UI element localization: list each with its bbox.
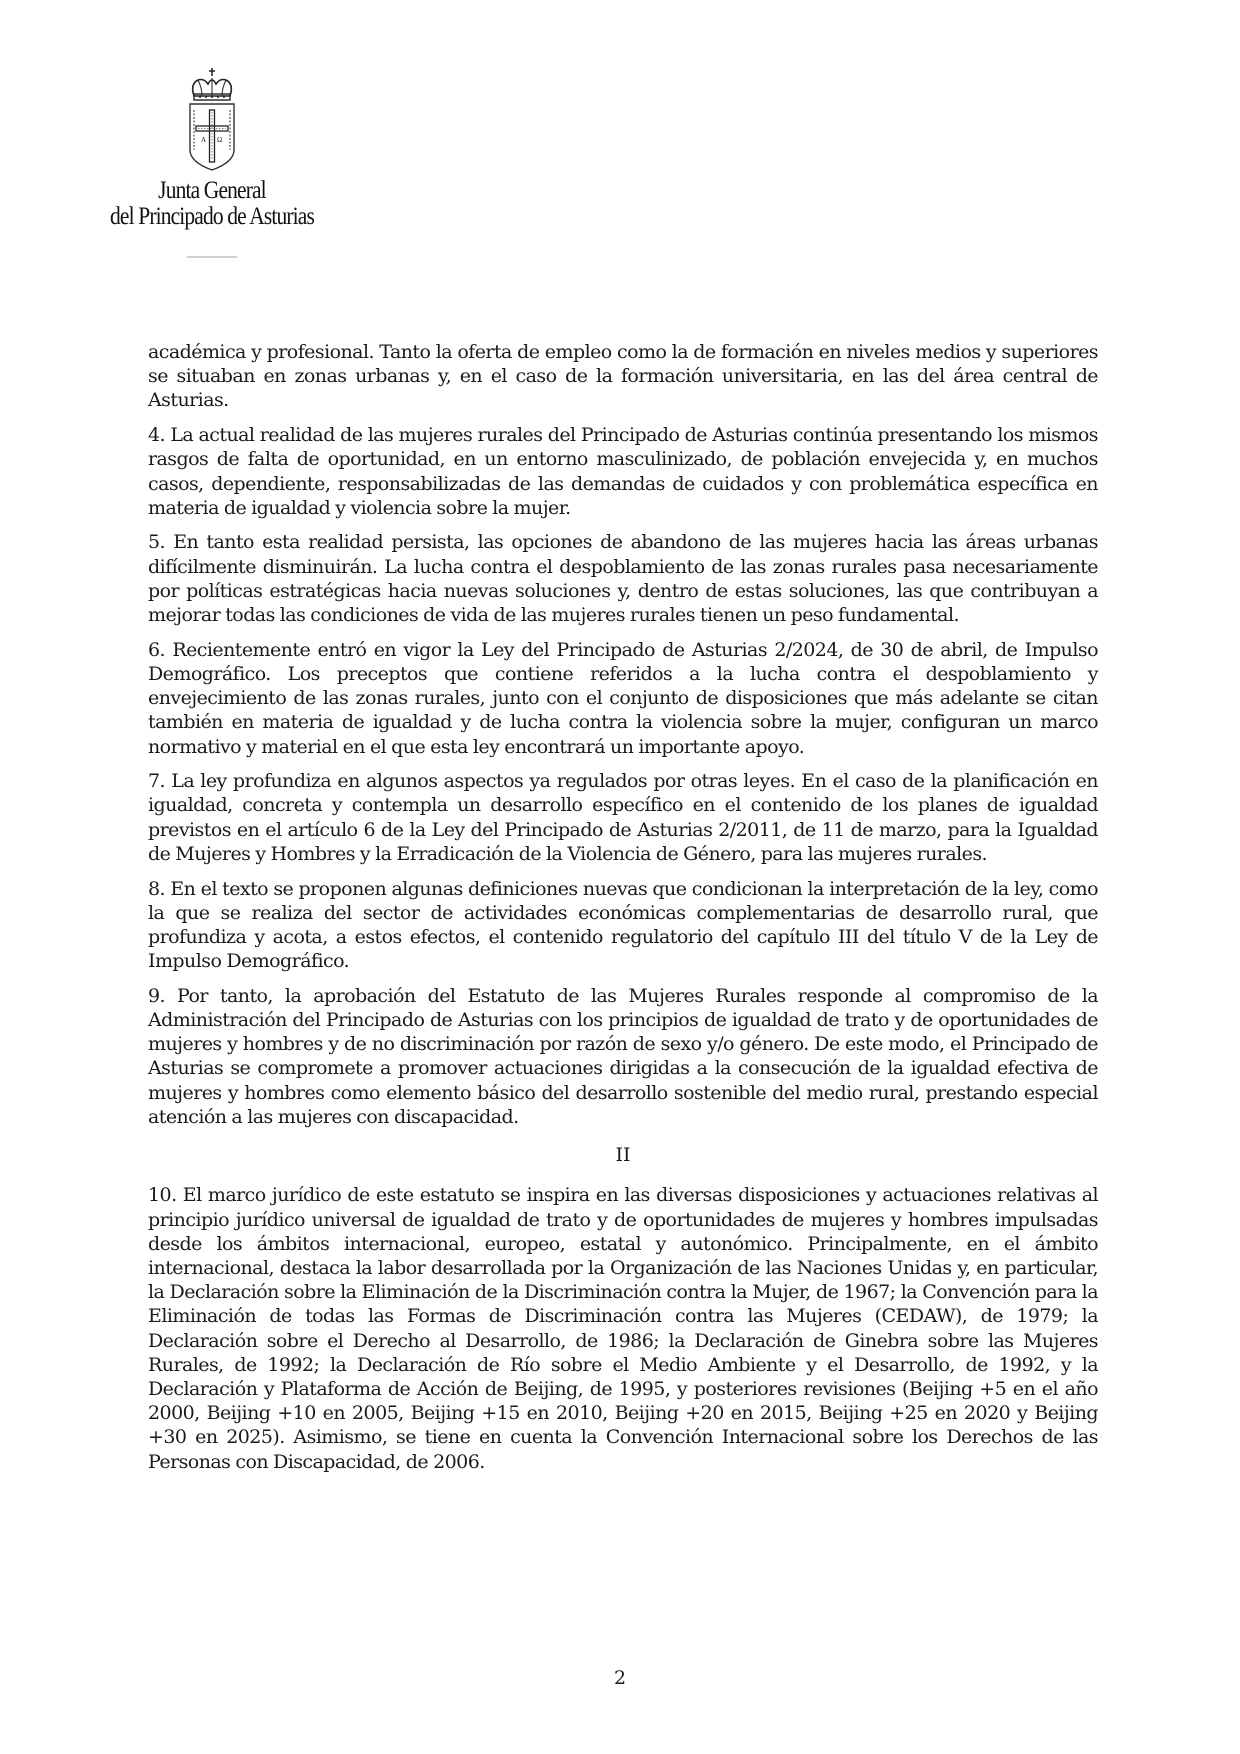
paragraph-6: 6. Recientemente entró en vigor la Ley del Principado de Asturias 2/2024, de 30 de abril, de Impulso Demográfico. Los preceptos que contiene referidos a la lucha contra el despoblamiento y envejecimiento de las zonas rurales, junto con el conjunto de disposiciones que más adelante se citan también en materia de igualdad y de lucha contra la violencia sobre la mujer, configuran un marco normativo y material en el que esta ley encontrará un importante apoyo.: [148, 638, 1098, 758]
document-body: [148, 340, 1098, 1484]
paragraph-5: 5. En tanto esta realidad persista, las opciones de abandono de las mujeres hacia las áreas urbanas difícilmente disminuirán. La lucha contra el despoblamiento de las zonas rurales pasa necesariamente por políticas estratégicas hacia nuevas soluciones y, dentro de estas soluciones, las que contribuyan a mejorar todas las condiciones de vida de las mujeres rurales tienen un peso fundamental.: [148, 531, 1098, 627]
paragraph-7: 7. La ley profundiza en algunos aspectos ya regulados por otras leyes. En el caso de la planificación en igualdad, concreta y contempla un desarrollo específico en el contenido de los planes de igualdad previstos en el artículo 6 de la Ley del Principado de Asturias 2/2011, de 11 de marzo, para la Igualdad de Mujeres y Hombres y la Erradicación de la Violencia de Género, para las mujeres rurales.: [148, 770, 1098, 865]
institution-name-line1: Junta General: [158, 177, 266, 204]
coat-of-arms-icon: [184, 66, 240, 172]
institution-logo: [92, 66, 332, 258]
svg-text:Ω: Ω: [217, 136, 223, 144]
section-heading: II: [615, 1144, 631, 1167]
paragraph-9: 9. Por tanto, la aprobación del Estatuto de las Mujeres Rurales responde al compromiso de la Administración del Principado de Asturias con los principios de igualdad de trato y de oportunidades de mujeres y hombres y de no discriminación por razón de sexo y/o género. De este modo, el Principado de Asturias se compromete a promover actuaciones dirigidas a la consecución de la igualdad efectiva de mujeres y hombres como elemento básico del desarrollo sostenible del medio rural, prestando especial atención a las mujeres con discapacidad.: [148, 984, 1098, 1128]
page-number: 2: [613, 1667, 627, 1689]
paragraph-3-continued: académica y profesional. Tanto la oferta de empleo como la de formación en niveles medios y superiores se situaban en zonas urbanas y, en el caso de la formación universitaria, en las del área central de Asturias.: [148, 341, 1098, 412]
paragraph-4: 4. La actual realidad de las mujeres rurales del Principado de Asturias continúa presentando los mismos rasgos de falta de oportunidad, en un entorno masculinizado, de población envejecida y, en muchos casos, dependiente, responsabilizadas de las demandas de cuidados y con problemática específica en materia de igualdad y violencia sobre la mujer.: [148, 424, 1098, 519]
institution-name-line2: del Principado de Asturias: [110, 203, 314, 230]
logo-divider: [187, 256, 237, 258]
paragraph-10: 10. El marco jurídico de este estatuto se inspira en las diversas disposiciones y actuaciones relativas al principio jurídico universal de igualdad de trato y de oportunidades de mujeres y hombres impulsadas desde los ámbitos internacional, europeo, estatal y autonómico. Principalmente, en el ámbito internacional, destaca la labor desarrollada por la Organización de las Naciones Unidas y, en particular, la Declaración sobre la Eliminación de la Discriminación contra la Mujer, de 1967; la Convención para la Eliminación de todas las Formas de Discriminación contra las Mujeres (CEDAW), de 1979; la Declaración sobre el Derecho al Desarrollo, de 1986; la Declaración de Ginebra sobre las Mujeres Rurales, de 1992; la Declaración de Río sobre el Medio Ambiente y el Desarrollo, de 1992, y la Declaración y Plataforma de Acción de Beijing, de 1995, y posteriores revisiones (Beijing +5 en el año 2000, Beijing +10 en 2005, Beijing +15 en 2010, Beijing +20 en 2015, Beijing +25 en 2020 y Beijing +30 en 2025). Asimismo, se tiene en cuenta la Convención Internacional sobre los Derechos de las Personas con Discapacidad, de 2006.: [148, 1184, 1098, 1473]
paragraph-8: 8. En el texto se proponen algunas definiciones nuevas que condicionan la interpretación de la ley, como la que se realiza del sector de actividades económicas complementarias de desarrollo rural, que profundiza y acota, a estos efectos, el contenido regulatorio del capítulo III del título V de la Ley de Impulso Demográfico.: [148, 877, 1098, 973]
svg-text:A: A: [201, 136, 207, 144]
